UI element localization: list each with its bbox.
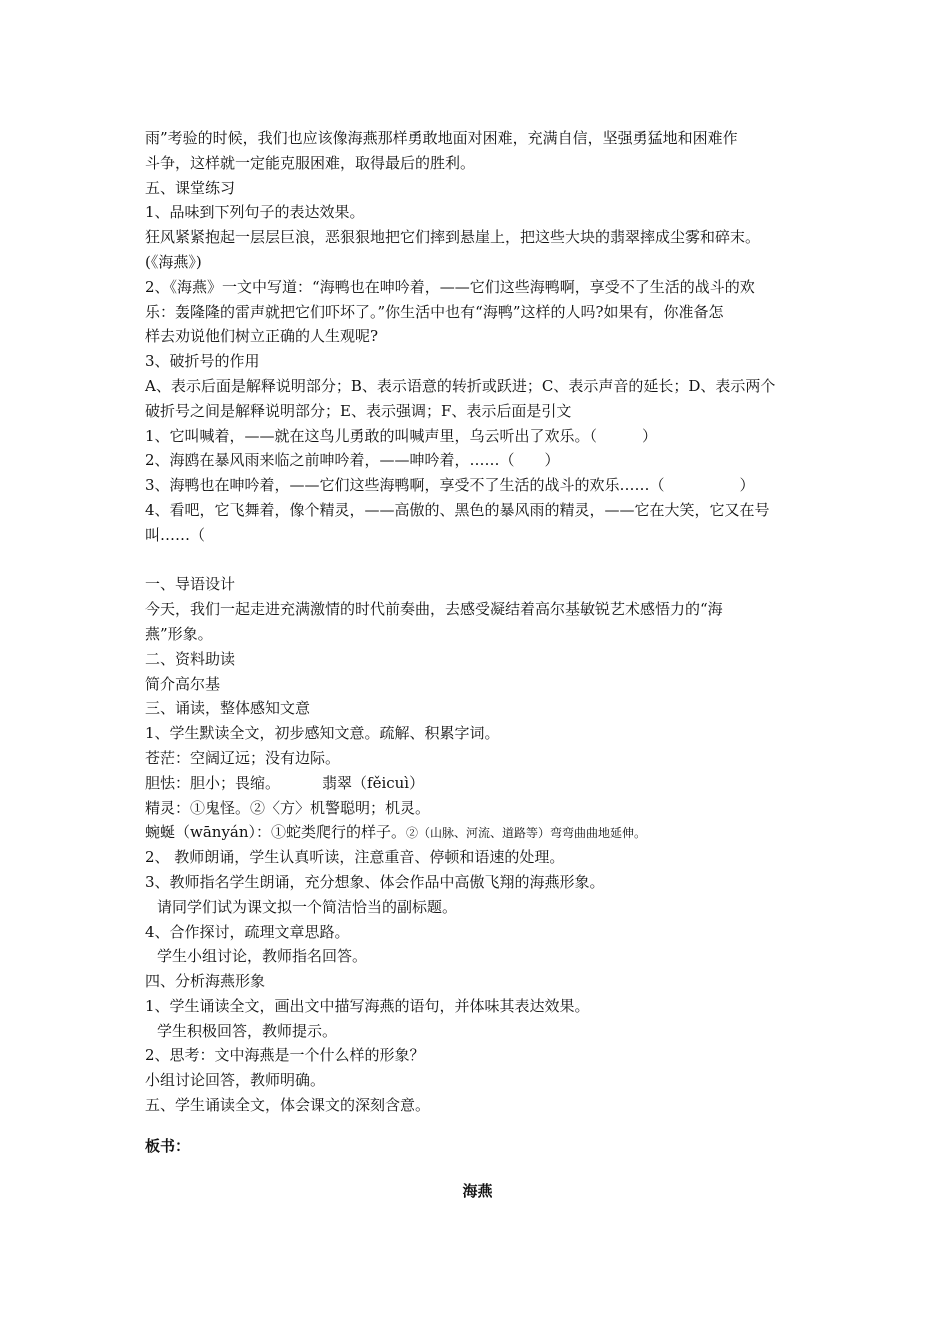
step-text: 4、合作探讨，疏理文章思路。 [145, 922, 350, 941]
exercise-question: 1、品味到下列句子的表达效果。 [145, 203, 365, 222]
exercise-item: 1、它叫喊着，——就在这鸟儿勇敢的叫喊声里，乌云听出了欢乐。（ ） [145, 426, 658, 445]
step-note: 学生小组讨论，教师指名回答。 [157, 947, 368, 966]
section-heading: 四、分析海燕形象 [145, 972, 266, 991]
exercise-question: 2、《海燕》一文中写道：“海鸭也在呻吟着，——它们这些海鸭啊，享受不了生活的战斗的欢 [145, 277, 755, 296]
answer-options-cont: 破折号之间是解释说明部分；E、表示强调；F、表示后面是引文 [145, 401, 572, 420]
vocab-entry [145, 820, 810, 845]
step-text: 3、教师指名学生朗诵，充分想象、体会作品中高傲飞翔的海燕形象。 [145, 872, 605, 891]
vocab-entry: 苍茫：空阔辽远；没有边际。 [145, 748, 341, 767]
exercise-item: 2、海鸥在暴风雨来临之前呻吟着，——呻吟着，……（ ） [145, 451, 560, 470]
exercise-question-cont: 乐：轰隆隆的雷声就把它们吓坏了。”你生活中也有“海鸭”这样的人吗?如果有，你准备怎 [145, 302, 724, 321]
quoted-sentence: 狂风紧紧抱起一层层巨浪，恶狠狠地把它们摔到悬崖上，把这些大块的翡翠摔成尘雾和碎末。 [145, 228, 761, 247]
vocab-entry [145, 771, 810, 796]
exercise-question: 3、破折号的作用 [145, 352, 260, 371]
step-note: 学生积极回答，教师提示。 [157, 1021, 338, 1040]
exercise-question-cont: 样去劝说他们树立正确的人生观呢? [145, 327, 379, 346]
answer-options: A、表示后面是解释说明部分；B、表示语意的转折或跃进；C、表示声音的延长；D、表示两个 [145, 376, 776, 395]
exercise-item: 4、看吧，它飞舞着，像个精灵，——高傲的、黑色的暴风雨的精灵，——它在大笑，它又在号 [145, 500, 770, 519]
vocab-wanyan: 蜿蜒（wānyán）：①蛇类爬行的样子。 [145, 823, 407, 842]
step-text: 2、 教师朗诵，学生认真听读，注意重音、停顿和语速的处理。 [145, 848, 565, 867]
board-heading: 板书： [145, 1136, 191, 1155]
board-title: 海燕 [462, 1181, 493, 1200]
step-note: 小组讨论回答，教师明确。 [145, 1071, 326, 1090]
reference-text: 简介高尔基 [145, 674, 221, 693]
section-heading: 一、导语设计 [145, 575, 236, 594]
step-note: 请同学们试为课文拟一个简洁恰当的副标题。 [157, 897, 458, 916]
section-heading: 三、诵读，整体感知文意 [145, 699, 311, 718]
step-text: 1、学生诵读全文，画出文中描写海燕的语句，并体味其表达效果。 [145, 996, 590, 1015]
vocab-danqie: 胆怯：胆小；畏缩。 [145, 773, 281, 792]
intro-text-cont: 燕”形象。 [145, 624, 213, 643]
intro-text: 今天，我们一起走进充满激情的时代前奏曲，去感受凝结着高尔基敏锐艺术感悟力的“海 [145, 600, 723, 619]
section-heading: 五、课堂练习 [145, 178, 236, 197]
step-text: 2、思考：文中海燕是一个什么样的形象？ [145, 1046, 425, 1065]
exercise-item: 3、海鸭也在呻吟着，——它们这些海鸭啊，享受不了生活的战斗的欢乐……（ ） [145, 476, 755, 495]
vocab-feicui: 翡翠（fěicuì） [322, 773, 425, 792]
quote-source: (《海燕》) [145, 252, 202, 271]
paragraph-line: 斗争，这样就一定能克服困难，取得最后的胜利。 [145, 153, 476, 172]
paragraph-line: 雨”考验的时候，我们也应该像海燕那样勇敢地面对困难，充满自信，坚强勇猛地和困难作 [145, 129, 738, 147]
step-text: 1、学生默读全文，初步感知文意。疏解、积累字词。 [145, 724, 500, 743]
section-heading: 五、学生诵读全文，体会课文的深刻含意。 [145, 1096, 431, 1115]
document-page [145, 126, 810, 1203]
blank-line [145, 548, 810, 573]
vocab-wanyan-extra: ②（山脉、河流、道路等）弯弯曲曲地延伸。 [406, 826, 647, 841]
exercise-item-cont: 叫……（ [145, 525, 206, 544]
vocab-entry: 精灵：①鬼怪。②〈方〉机警聪明；机灵。 [145, 798, 431, 817]
section-heading: 二、资料助读 [145, 649, 236, 668]
